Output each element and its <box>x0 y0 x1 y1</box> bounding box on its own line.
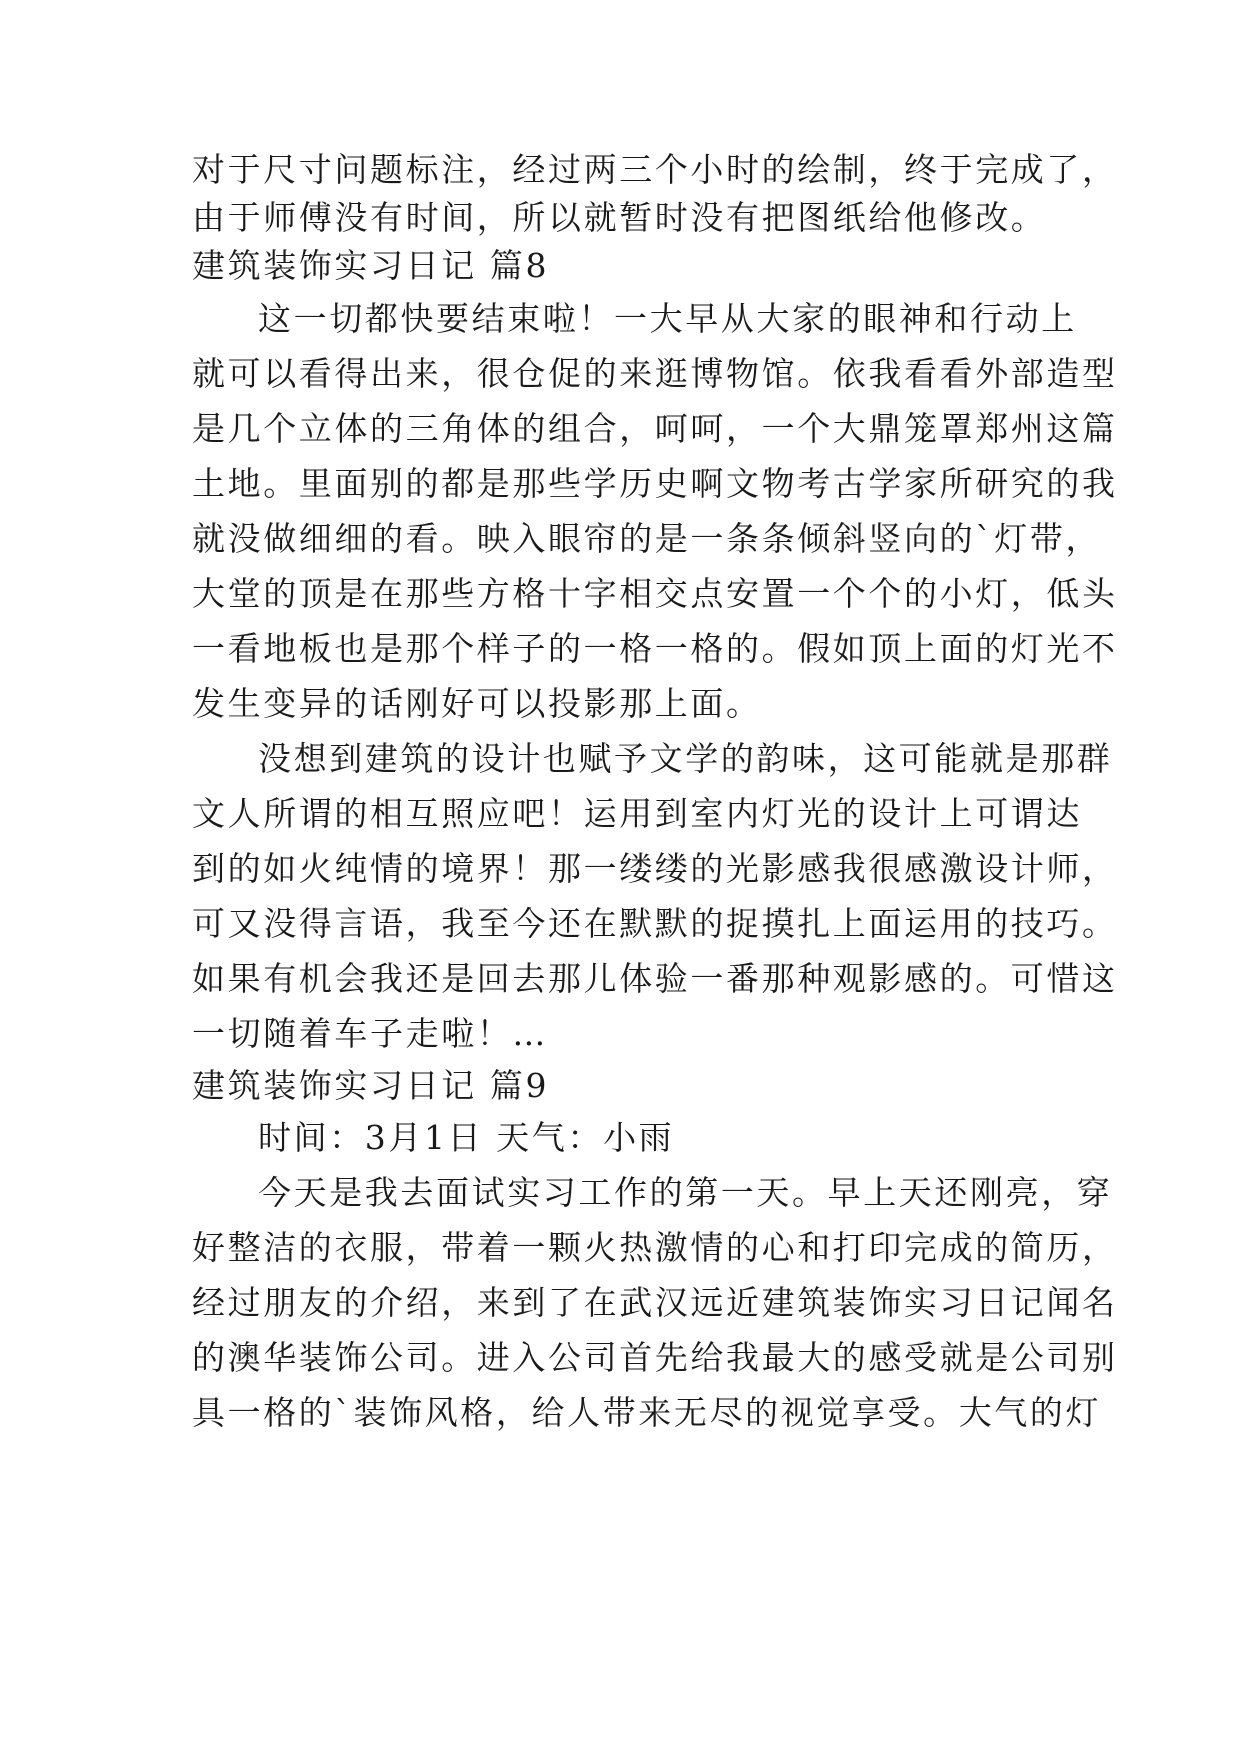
paragraph-start: 今天是我去面试实习工作的第一天。早上天还刚亮，穿 <box>258 1173 1113 1212</box>
text-line: 由于师傅没有时间，所以就暂时没有把图纸给他修改。 <box>192 198 1047 237</box>
section-heading: 建筑装饰实习日记 篇8 <box>192 246 550 285</box>
text-line: 一切随着车子走啦！… <box>192 1014 548 1053</box>
text-line: 土地。里面别的都是那些学历史啊文物考古学家所研究的我 <box>192 464 1118 503</box>
text-line: 发生变异的话刚好可以投影那上面。 <box>192 684 762 723</box>
paragraph-start: 这一切都快要结束啦！一大早从大家的眼神和行动上 <box>258 299 1077 338</box>
text-line: 大堂的顶是在那些方格十字相交点安置一个个的小灯，低头 <box>192 574 1118 613</box>
text-line: 好整洁的衣服，带着一颗火热激情的心和打印完成的简历， <box>192 1228 1118 1267</box>
text-line: 一看地板也是那个样子的一格一格的。假如顶上面的灯光不 <box>192 629 1118 668</box>
text-line: 的澳华装饰公司。进入公司首先给我最大的感受就是公司别 <box>192 1338 1118 1377</box>
text-line: 文人所谓的相互照应吧！运用到室内灯光的设计上可谓达 <box>192 794 1082 833</box>
text-line: 经过朋友的介绍，来到了在武汉远近建筑装饰实习日记闻名 <box>192 1283 1118 1322</box>
paragraph-start: 没想到建筑的设计也赋予文学的韵味，这可能就是那群 <box>258 739 1113 778</box>
text-line: 就没做细细的看。映入眼帘的是一条条倾斜竖向的`灯带， <box>192 519 1102 558</box>
text-line: 到的如火纯情的境界！那一缕缕的光影感我很感激设计师， <box>192 849 1118 888</box>
section-heading: 建筑装饰实习日记 篇9 <box>192 1066 550 1105</box>
text-line: 可又没得言语，我至今还在默默的捉摸扎上面运用的技巧。 <box>192 904 1118 943</box>
text-line: 对于尺寸问题标注，经过两三个小时的绘制，终于完成了， <box>192 150 1118 189</box>
date-weather-line: 时间：3月1日 天气：小雨 <box>258 1118 675 1157</box>
text-line: 如果有机会我还是回去那儿体验一番那种观影感的。可惜这 <box>192 959 1118 998</box>
text-line: 就可以看得出来，很仓促的来逛博物馆。依我看看外部造型 <box>192 354 1118 393</box>
text-line: 具一格的`装饰风格，给人带来无尽的视觉享受。大气的灯 <box>192 1393 1102 1432</box>
text-line: 是几个立体的三角体的组合，呵呵，一个大鼎笼罩郑州这篇 <box>192 409 1118 448</box>
